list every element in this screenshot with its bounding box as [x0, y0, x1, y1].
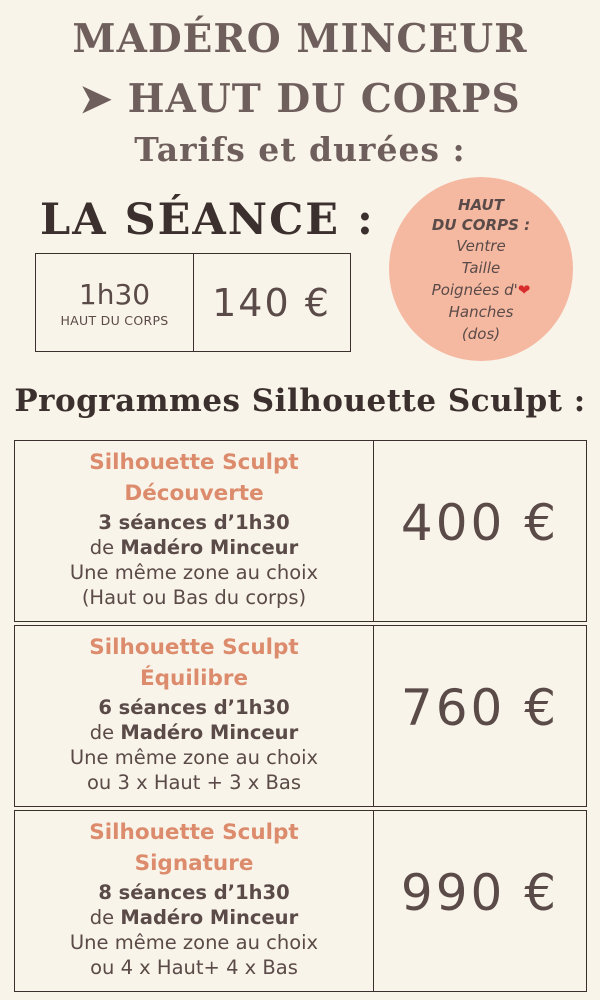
zone-item: Hanches	[448, 303, 514, 321]
title-line-2: ➤ HAUT DU CORPS	[79, 76, 521, 122]
zone-item: Taille	[461, 259, 501, 277]
zones-title	[389, 195, 573, 235]
zones-title-line-1: HAUT	[458, 196, 504, 214]
zone-item: (dos)	[461, 325, 501, 343]
program-name-line-2: Découverte	[124, 481, 264, 506]
program-price: 990 €	[400, 864, 560, 922]
program-zone-line-1: Une même zone au choix	[69, 746, 319, 769]
program-details	[15, 626, 374, 806]
subtitle: Tarifs et durées :	[134, 130, 466, 169]
zones-circle	[389, 177, 573, 361]
program-sessions: 6 séances d’1h30	[98, 696, 290, 719]
program-of-prefix: de	[89, 721, 121, 744]
seance-price-table	[35, 253, 351, 352]
program-of-prefix: de	[89, 536, 121, 559]
program-brand-line	[15, 535, 373, 560]
program-name-line-1: Silhouette Sculpt	[89, 450, 299, 475]
zone-item: Ventre	[456, 237, 506, 255]
zone-item-text: Poignées d'	[431, 281, 518, 299]
seance-price: 140 €	[212, 281, 331, 325]
program-zone-line-1: Une même zone au choix	[69, 561, 319, 584]
program-details	[15, 811, 374, 991]
program-details	[15, 441, 374, 621]
zone-item	[389, 279, 573, 301]
program-sessions: 3 séances d’1h30	[98, 511, 290, 534]
program-zone-line-2: ou 4 x Haut+ 4 x Bas	[90, 956, 298, 979]
program-zone-line-1: Une même zone au choix	[69, 931, 319, 954]
seance-title: LA SÉANCE :	[40, 195, 375, 245]
seance-duration: 1h30	[78, 278, 151, 311]
programs-title: Programmes Silhouette Sculpt :	[14, 383, 586, 419]
program-zone-line-2: (Haut ou Bas du corps)	[81, 586, 307, 609]
program-price: 760 €	[400, 679, 560, 737]
program-price-cell	[374, 441, 586, 621]
seance-duration-cell	[36, 254, 194, 351]
program-brand-line	[15, 905, 373, 930]
seance-price-cell	[194, 254, 349, 351]
program-name-line-1: Silhouette Sculpt	[89, 820, 299, 845]
program-zone-line-2: ou 3 x Haut + 3 x Bas	[86, 771, 301, 794]
program-price: 400 €	[400, 494, 560, 552]
program-sessions: 8 séances d’1h30	[98, 881, 290, 904]
title-line-1: MADÉRO MINCEUR	[72, 16, 528, 62]
zones-title-line-2: DU CORPS :	[431, 216, 531, 234]
heart-icon: ❤	[517, 281, 531, 299]
program-brand: Madéro Minceur	[120, 721, 299, 744]
program-name-line-2: Équilibre	[139, 666, 249, 691]
program-brand: Madéro Minceur	[120, 536, 299, 559]
program-name-line-2: Signature	[134, 851, 254, 876]
program-brand-line	[15, 720, 373, 745]
program-name-line-1: Silhouette Sculpt	[89, 635, 299, 660]
program-card-equilibre	[14, 625, 587, 807]
program-card-signature	[14, 810, 587, 992]
program-price-cell	[374, 811, 586, 991]
seance-zone: HAUT DU CORPS	[60, 313, 169, 328]
program-price-cell	[374, 626, 586, 806]
program-brand: Madéro Minceur	[120, 906, 299, 929]
program-of-prefix: de	[89, 906, 121, 929]
program-card-decouverte	[14, 440, 587, 622]
